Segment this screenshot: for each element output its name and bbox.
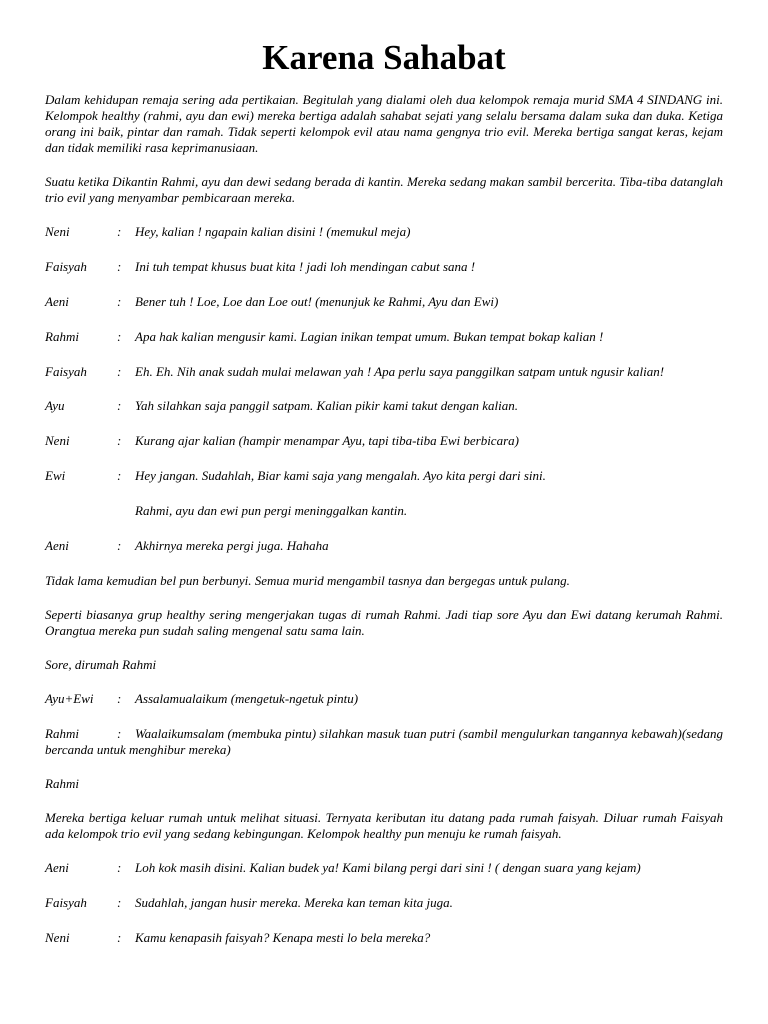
dialog-line	[45, 538, 723, 554]
dialog-line	[45, 895, 723, 911]
speaker-name: Faisyah	[45, 259, 87, 274]
paragraph: Rahmi	[45, 776, 79, 791]
dialog-text: Apa hak kalian mengusir kami. Lagian inikan tempat umum. Bukan tempat bokap kalian !	[135, 329, 604, 344]
speaker-name: Rahmi	[45, 329, 79, 344]
dialog-text: Kamu kenapasih faisyah? Kenapa mesti lo bela mereka?	[135, 930, 431, 945]
speaker-name: Aeni	[45, 538, 69, 553]
colon-separator: :	[117, 895, 122, 910]
dialog-text: Eh. Eh. Nih anak sudah mulai melawan yah ! Apa perlu saya panggilkan satpam untuk ngusir kalian!	[135, 364, 665, 379]
dialog-line	[45, 860, 723, 876]
colon-separator: :	[117, 224, 122, 239]
colon-separator: :	[117, 468, 122, 483]
dialog-text: Ini tuh tempat khusus buat kita ! jadi loh mendingan cabut sana !	[135, 259, 476, 274]
speaker-name: Aeni	[45, 294, 69, 309]
dialog-text: Yah silahkan saja panggil satpam. Kalian pikir kami takut dengan kalian.	[135, 398, 519, 413]
dialog-text: Bener tuh ! Loe, Loe dan Loe out! (menunjuk ke Rahmi, Ayu dan Ewi)	[135, 294, 499, 309]
speaker-name: Faisyah	[45, 895, 87, 910]
colon-separator: :	[117, 294, 122, 309]
speaker-name: Neni	[45, 224, 70, 239]
dialog-text: Kurang ajar kalian (hampir menampar Ayu, tapi tiba-tiba Ewi berbicara)	[135, 433, 519, 448]
dialog-text: Assalamualaikum (mengetuk-ngetuk pintu)	[135, 691, 359, 706]
paragraph: Mereka bertiga keluar rumah untuk melihat situasi. Ternyata keributan itu datang pada rumah faisyah. Diluar rumah Faisyah ada kelompok trio evil yang sedang kebingungan. Kelompok healthy pun menuju ke rumah faisyah.	[45, 810, 723, 841]
dialog-line	[45, 726, 723, 758]
paragraph: Sore, dirumah Rahmi	[45, 657, 157, 672]
dialog-line	[45, 930, 723, 946]
speaker-name: Ewi	[45, 468, 66, 483]
speaker-name: Ayu	[45, 398, 65, 413]
dialog-line	[45, 468, 723, 484]
speaker-name: Neni	[45, 930, 70, 945]
dialog-text: Waalaikumsalam (membuka pintu) silahkan masuk tuan putri (sambil mengulurkan tangannya kebawah)(sedang bercanda untuk menghibur mereka)	[45, 726, 723, 757]
dialog-text: Akhirnya mereka pergi juga. Hahaha	[135, 538, 329, 553]
dialog-text: Hey jangan. Sudahlah, Biar kami saja yang mengalah. Ayo kita pergi dari sini.	[135, 468, 546, 483]
dialog-text: Loh kok masih disini. Kalian budek ya! Kami bilang pergi dari sini ! ( dengan suara yang kejam)	[135, 860, 641, 875]
speaker-name: Rahmi	[45, 726, 79, 741]
dialog-text: Hey, kalian ! ngapain kalian disini ! (memukul meja)	[135, 224, 411, 239]
paragraph: Suatu ketika Dikantin Rahmi, ayu dan dewi sedang berada di kantin. Mereka sedang makan sambil bercerita. Tiba-tiba datanglah trio evil yang menyambar pembicaraan mereka.	[45, 174, 723, 205]
dialog-text: Sudahlah, jangan husir mereka. Mereka kan teman kita juga.	[135, 895, 453, 910]
paragraph: Tidak lama kemudian bel pun berbunyi. Semua murid mengambil tasnya dan bergegas untuk pulang.	[45, 573, 570, 588]
colon-separator: :	[117, 930, 122, 945]
colon-separator: :	[117, 433, 122, 448]
dialog-line	[45, 398, 723, 414]
dialog-line	[45, 691, 723, 707]
colon-separator: :	[117, 691, 122, 706]
dialog-line	[45, 224, 723, 240]
colon-separator: :	[117, 259, 122, 274]
speaker-name: Neni	[45, 433, 70, 448]
speaker-name: Faisyah	[45, 364, 87, 379]
paragraph: Dalam kehidupan remaja sering ada pertikaian. Begitulah yang dialami oleh dua kelompok remaja murid SMA 4 SINDANG ini. Kelompok healthy (rahmi, ayu dan ewi) mereka bertiga adalah sahabat sejati yang selalu bersama dalam suka dan duka. Ketiga orang ini baik, pintar dan ramah. Tidak seperti kelompok evil atau nama gengnya trio evil. Mereka bertiga sangat keras, kejam dan tidak memiliki rasa keprimanusiaan.	[45, 92, 723, 155]
dialog-line	[45, 259, 723, 275]
dialog-line	[45, 364, 723, 380]
dialog-line	[45, 294, 723, 310]
colon-separator: :	[117, 726, 122, 741]
document-title: Karena Sahabat	[262, 38, 506, 77]
dialog-line	[45, 329, 723, 345]
speaker-name: Aeni	[45, 860, 69, 875]
document-body	[45, 92, 723, 965]
colon-separator: :	[117, 538, 122, 553]
colon-separator: :	[117, 329, 122, 344]
colon-separator: :	[117, 860, 122, 875]
speaker-name: Ayu+Ewi	[45, 691, 94, 706]
colon-separator: :	[117, 364, 122, 379]
colon-separator: :	[117, 398, 122, 413]
paragraph: Seperti biasanya grup healthy sering mengerjakan tugas di rumah Rahmi. Jadi tiap sore Ayu dan Ewi datang kerumah Rahmi. Orangtua mereka pun sudah saling mengenal satu sama lain.	[45, 607, 723, 638]
dialog-line	[45, 433, 723, 449]
stage-direction: Rahmi, ayu dan ewi pun pergi meninggalkan kantin.	[135, 503, 408, 518]
